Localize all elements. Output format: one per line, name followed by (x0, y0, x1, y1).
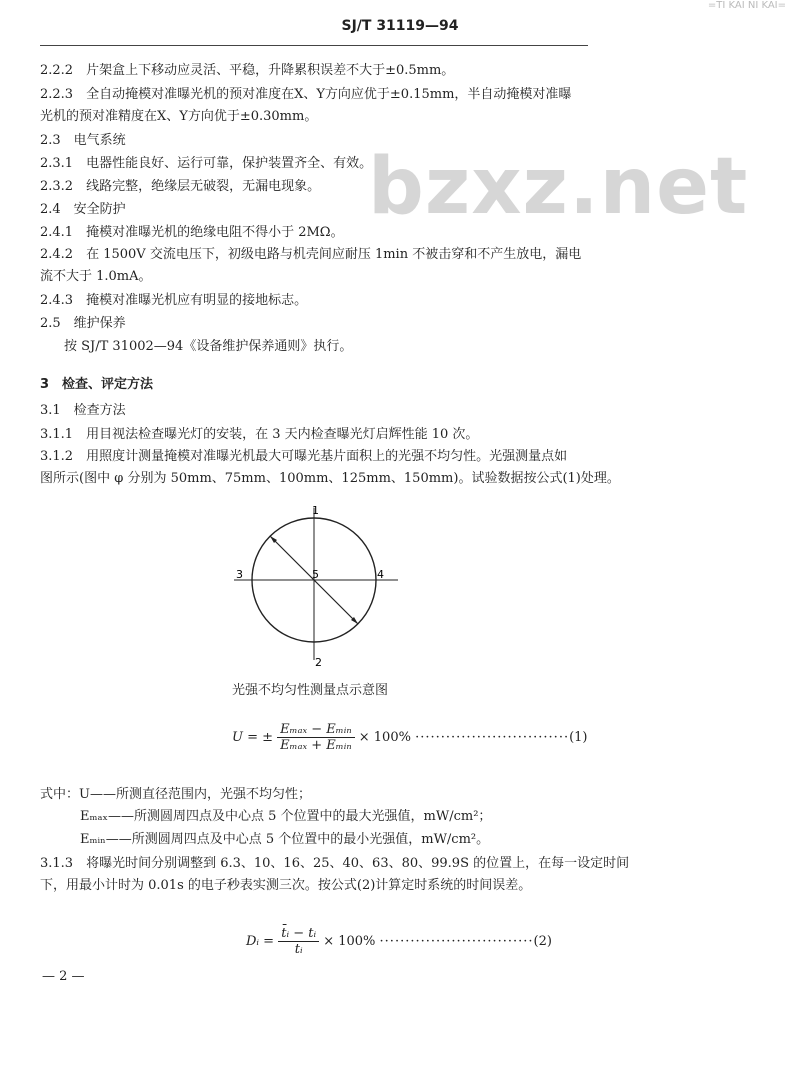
clause-2-4-1: 2.4.1 掩模对准曝光机的绝缘电阻不得小于 2MΩ。 (40, 225, 344, 240)
where-clause-emin (80, 831, 489, 849)
point-label-5: 5 (312, 568, 319, 581)
clause-2-2-3-cont: 光机的预对准精度在X、Y方向优于±0.30mm。 (40, 109, 318, 124)
formula-1-dots: ······························ (415, 730, 570, 745)
section-2-5: 2.5 维护保养 (40, 316, 126, 331)
clause-3-1-3-cont: 下，用最小计时为 0.01s 的电子秒表实测三次。按公式(2)计算定时系统的时间误差。 (40, 878, 532, 893)
clause-3-1-2: 3.1.2 用照度计测量掩模对准曝光机最大可曝光基片面积上的光强不均匀性。光强测量点如 (40, 449, 568, 464)
measurement-points-diagram (226, 500, 406, 672)
clause-2-4-2: 2.4.2 在 1500V 交流电压下，初级电路与机壳间应耐压 1min 不被击穿和不产生放电，漏电 (40, 247, 582, 262)
emin-symbol: Eₘᵢₙ (80, 832, 106, 847)
formula-1-number: (1) (569, 730, 588, 745)
point-label-3: 3 (236, 568, 243, 581)
point-label-2: 2 (315, 656, 322, 669)
clause-3-1-2-cont: 图所示(图中 φ 分别为 50mm、75mm、100mm、125mm、150mm)。试验数据按公式(1)处理。 (40, 471, 620, 486)
formula-2-lhs: Dᵢ = (246, 934, 275, 949)
point-label-4: 4 (377, 568, 384, 581)
header-rule (40, 45, 588, 46)
point-label-1: 1 (312, 504, 319, 517)
formula-2-tail: × 100% (323, 934, 376, 949)
formula-1-numerator: Eₘₐₓ − Eₘᵢₙ (277, 722, 354, 738)
formula-1-denominator: Eₘₐₓ + Eₘᵢₙ (280, 738, 352, 753)
formula-2-number: (2) (533, 934, 552, 949)
formula-2 (246, 926, 552, 957)
maintenance-text: 按 SJ/T 31002—94《设备维护保养通则》执行。 (64, 339, 353, 354)
formula-1-lhs: U = ± (232, 730, 274, 745)
formula-2-numerator: t̄ᵢ − tᵢ (278, 926, 319, 942)
formula-1 (232, 722, 588, 753)
section-3-1: 3.1 检查方法 (40, 403, 126, 418)
page-number: — 2 — (42, 969, 85, 984)
clause-2-4-2-cont: 流不大于 1.0mA。 (40, 269, 152, 284)
clause-2-2-2: 2.2.2 片架盒上下移动应灵活、平稳，升降累积误差不大于±0.5mm。 (40, 63, 455, 78)
formula-2-denominator: tᵢ (294, 942, 303, 957)
watermark: bzxz.net (368, 142, 749, 232)
section-2-3: 2.3 电气系统 (40, 133, 126, 148)
clause-2-2-3: 2.2.3 全自动掩模对准曝光机的预对准度在X、Y方向应优于±0.15mm，半自动掩模对准曝 (40, 87, 572, 102)
formula-1-tail: × 100% (358, 730, 411, 745)
emin-definition: ——所测圆周四点及中心点 5 个位置中的最小光强值，mW/cm²。 (105, 832, 490, 847)
section-2-4: 2.4 安全防护 (40, 202, 126, 217)
clause-3-1-3: 3.1.3 将曝光时间分别调整到 6.3、10、16、25、40、63、80、99.9S 的位置上，在每一设定时间 (40, 856, 630, 871)
clause-2-3-1: 2.3.1 电器性能良好、运行可靠，保护装置齐全、有效。 (40, 156, 373, 171)
clause-2-4-3: 2.4.3 掩模对准曝光机应有明显的接地标志。 (40, 293, 308, 308)
chapter-3-title: 3 检查、评定方法 (40, 377, 154, 392)
emax-symbol: Eₘₐₓ (80, 809, 108, 824)
corner-mark: =TI KAI NI KAI= (707, 0, 786, 11)
where-clause-emax (80, 808, 491, 826)
figure-caption: 光强不均匀性测量点示意图 (232, 683, 389, 698)
where-clause-u: 式中：U——所测直径范围内，光强不均匀性； (40, 787, 311, 802)
clause-3-1-1: 3.1.1 用目视法检查曝光灯的安装，在 3 天内检查曝光灯启辉性能 10 次。 (40, 427, 479, 442)
formula-2-dots: ······························ (379, 934, 534, 949)
emax-definition: ——所测圆周四点及中心点 5 个位置中的最大光强值，mW/cm²； (108, 809, 492, 824)
formula-2-fraction (278, 926, 319, 957)
doc-number: SJ/T 31119—94 (341, 18, 459, 34)
formula-1-fraction (277, 722, 354, 753)
clause-2-3-2: 2.3.2 线路完整，绝缘层无破裂，无漏电现象。 (40, 179, 321, 194)
